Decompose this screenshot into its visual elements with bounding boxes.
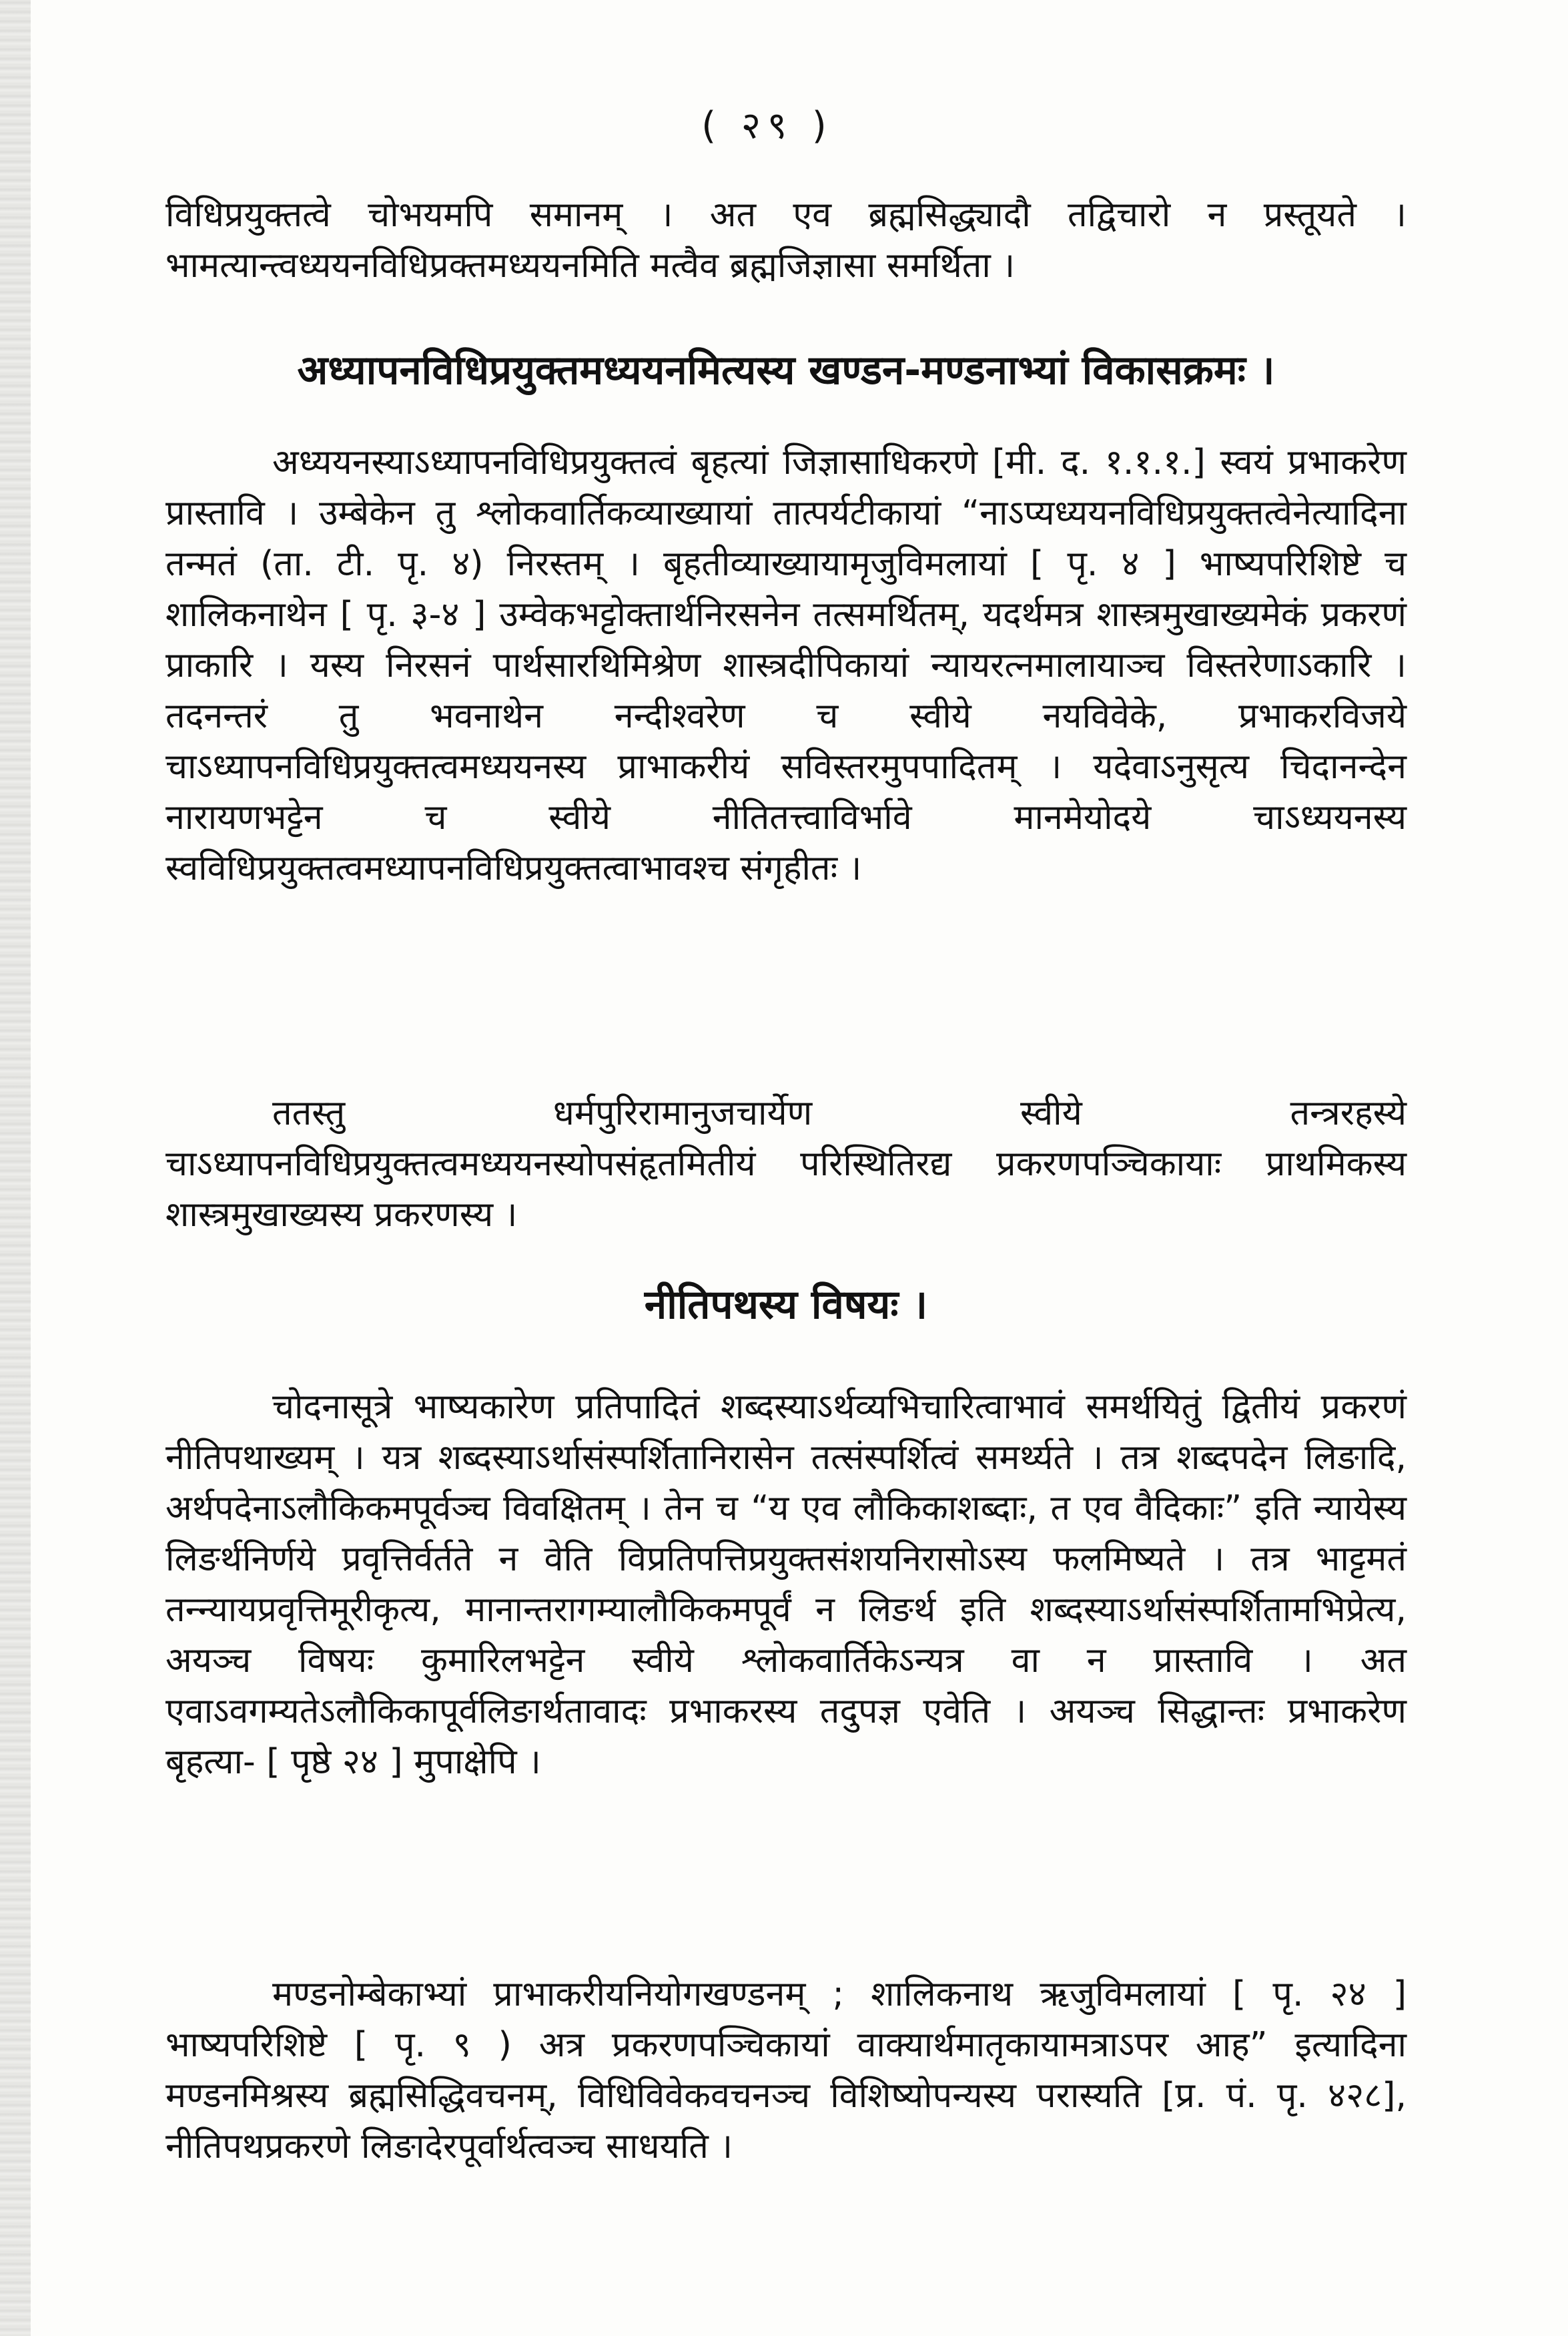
paragraph-text: मण्डनोम्बेकाभ्यां प्राभाकरीयनियोगखण्डनम् ; शालिकनाथ ऋजुविमलायां [ पृ. २४ ] भाष्यपरिशिष्टे [ पृ. ९ ) अत्र प्रकरणपञ्चिकायां वाक्यार्थमातृकायामत्राऽपर आह” इत्यादिना मण्डनमिश्रस्य ब्रह्मसिद्धिवचनम्, विधिविवेकवचनञ्च विशिष्योपन्यस्य परास्यति [प्र. पं. पृ. ४२८], नीतिपथप्रकरणे लिङादेरपूर्वार्थत्वञ्च साधयति ।: [165, 1974, 1407, 2166]
paragraph-mandana-umbeka: [165, 1969, 1407, 2172]
section-heading-nitipatha: नीतिपथस्य विषयः ।: [644, 1281, 928, 1328]
page-number: ( २९ ): [701, 104, 833, 148]
paragraph-text: ततस्तु धर्मपुरिरामानुजचार्येण स्वीये तन्त्ररहस्ये चाऽध्यापनविधिप्रयुक्तत्वमध्ययनस्योपसंहृतमितीयं परिस्थितिरद्य प्रकरणपञ्चिकायाः प्राथमिकस्य शास्त्रमुखाख्यस्य प्रकरणस्य ।: [165, 1093, 1407, 1235]
scan-margin-shadow: [0, 0, 31, 2336]
paragraph-text: विधिप्रयुक्तत्वे चोभयमपि समानम् । अत एव ब्रह्मसिद्ध्यादौ तद्विचारो न प्रस्तूयते । भामत्यान्त्वध्ययनविधिप्रक्तमध्ययनमिति मत्वैव ब्रह्मजिज्ञासा समर्थिता ।: [165, 195, 1407, 286]
paragraph-tantrarahasya: [165, 1088, 1407, 1240]
carryover-paragraph: [165, 190, 1407, 291]
section-heading-adhyapana: अध्यापनविधिप्रयुक्तमध्ययनमित्यस्य खण्डन-मण्डनाभ्यां विकासक्रमः ।: [297, 347, 1275, 394]
paragraph-text: चोदनासूत्रे भाष्यकारेण प्रतिपादितं शब्दस्याऽर्थव्यभिचारित्वाभावं समर्थयितुं द्वितीयं प्रकरणं नीतिपथाख्यम् । यत्र शब्दस्याऽर्थासंस्पर्शितानिरासेन तत्संस्पर्शित्वं समर्थ्यते । तत्र शब्दपदेन लिङादि, अर्थपदेनाऽलौकिकमपूर्वञ्च विवक्षितम् । तेन च “य एव लौकिकाशब्दाः, त एव वैदिकाः” इति न्यायेस्य लिङर्थनिर्णये प्रवृत्तिर्वर्तते न वेति विप्रतिपत्तिप्रयुक्तसंशयनिरासोऽस्य फलमिष्यते । तत्र भाट्टमतं तन्न्यायप्रवृत्तिमूरीकृत्य, मानान्तरागम्यालौकिकमपूर्वं न लिङर्थ इति शब्दस्याऽर्थासंस्पर्शितामभिप्रेत्य, अयञ्च विषयः कुमारिलभट्टेन स्वीये श्लोकवार्तिकेऽन्यत्र वा न प्रास्तावि । अत एवाऽवगम्यतेऽलौकिकापूर्वलिङार्थतावादः प्रभाकरस्य तदुपज्ञ एवेति । अयञ्च सिद्धान्तः प्रभाकरेण बृहत्या- [ पृष्ठे २४ ] मुपाक्षेपि ।: [165, 1387, 1407, 1782]
paragraph-adhyapana-development: [165, 437, 1407, 894]
paragraph-nitipatha-subject: [165, 1382, 1407, 1787]
paragraph-text: अध्ययनस्याऽध्यापनविधिप्रयुक्तत्वं बृहत्यां जिज्ञासाधिकरणे [मी. द. १.१.१.] स्वयं प्रभाकरेण प्रास्तावि । उम्बेकेन तु श्लोकवार्तिकव्याख्यायां तात्पर्यटीकायां “नाऽप्यध्ययनविधिप्रयुक्तत्वेनेत्यादिना तन्मतं (ता. टी. पृ. ४) निरस्तम् । बृहतीव्याख्यायामृजुविमलायां [ पृ. ४ ] भाष्यपरिशिष्टे च शालिकनाथेन [ पृ. ३-४ ] उम्वेकभट्टोक्तार्थनिरसनेन तत्समर्थितम्, यदर्थमत्र शास्त्रमुखाख्यमेकं प्रकरणं प्राकारि । यस्य निरसनं पार्थसारथिमिश्रेण शास्त्रदीपिकायां न्यायरत्नमालायाञ्च विस्तरेणाऽकारि । तदनन्तरं तु भवनाथेन नन्दीश्वरेण च स्वीये नयविवेके, प्रभाकरविजये चाऽध्यापनविधिप्रयुक्तत्वमध्ययनस्य प्राभाकरीयं सविस्तरमुपपादितम् । यदेवाऽनुसृत्य चिदानन्देन नारायणभट्टेन च स्वीये नीतितत्त्वाविर्भावे मानमेयोदये चाऽध्ययनस्य स्वविधिप्रयुक्तत्वमध्यापनविधिप्रयुक्तत्वाभावश्च संगृहीतः ।: [165, 443, 1407, 888]
